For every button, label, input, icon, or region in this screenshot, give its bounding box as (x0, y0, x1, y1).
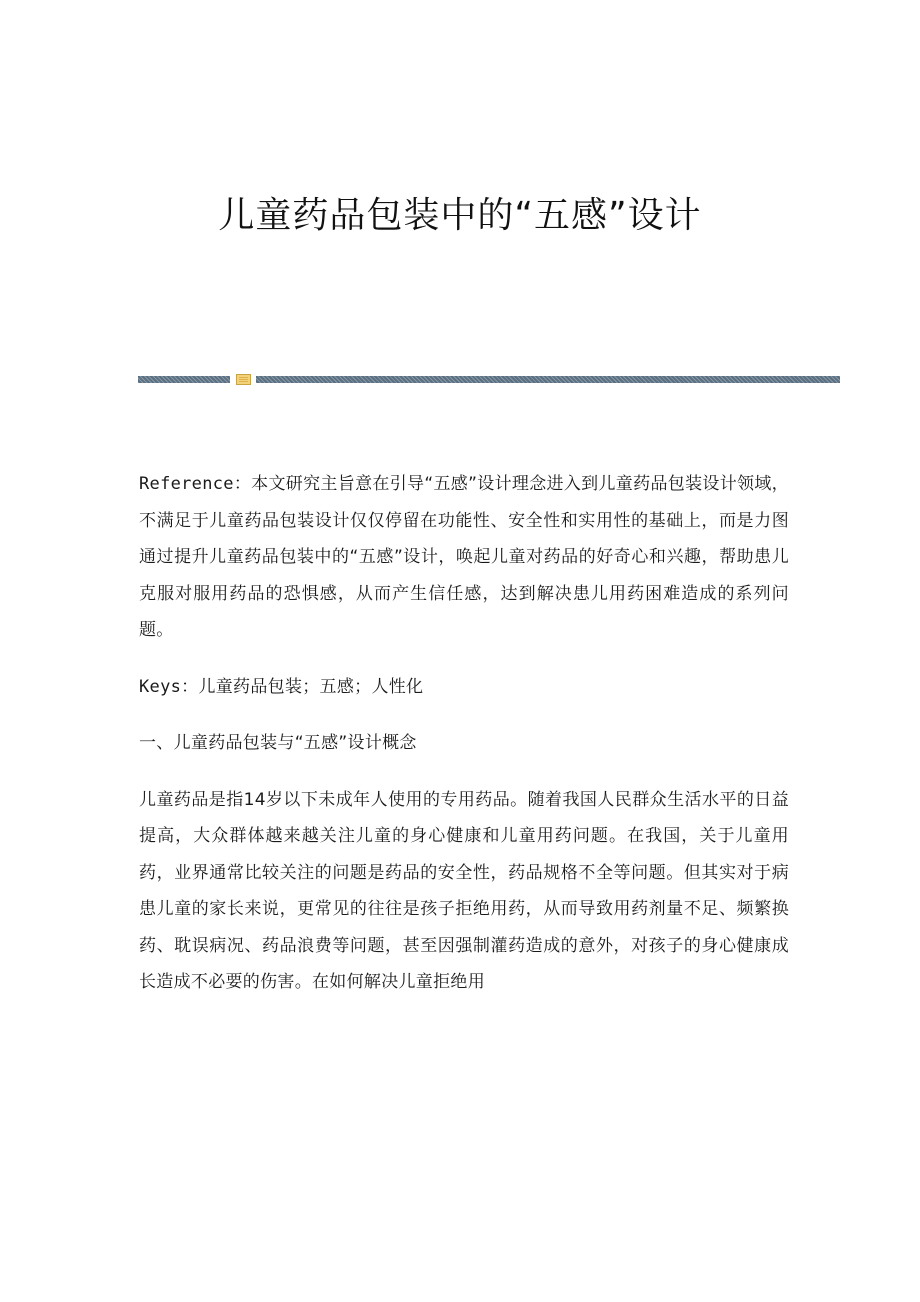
body-paragraph: 儿童药品是指14岁以下未成年人使用的专用药品。随着我国人民群众生活水平的日益提高，大众群体越来越关注儿童的身心健康和儿童用药问题。在我国，关于儿童用药，业界通常比较关注的问题是药品的安全性，药品规格不全等问题。但其实对于病患儿童的家长来说，更常见的往往是孩子拒绝用药，从而导致用药剂量不足、频繁换药、耽误病况、药品浪费等问题，甚至因强制灌药造成的意外，对孩子的身心健康成长造成不必要的伤害。在如何解决儿童拒绝用 (139, 789, 789, 992)
keys-text: 儿童药品包装；五感；人性化 (198, 676, 424, 697)
document-body (139, 466, 789, 1001)
keys-label: Keys： (139, 676, 199, 697)
divider-bar-left (138, 376, 230, 383)
reference-paragraph (139, 466, 789, 649)
section-heading: 一、儿童药品包装与“五感”设计概念 (139, 733, 417, 753)
document-title: 儿童药品包装中的“五感”设计 (218, 195, 702, 236)
keys-line (139, 669, 789, 706)
reference-text: 本文研究主旨意在引导“五感”设计理念进入到儿童药品包装设计领域，不满足于儿童药品包装设计仅仅停留在功能性、安全性和实用性的基础上，而是力图通过提升儿童药品包装中的“五感”设计，唤起儿童对药品的好奇心和兴趣，帮助患儿克服对服用药品的恐惧感，从而产生信任感，达到解决患儿用药困难造成的系列问题。 (139, 474, 789, 640)
divider-ornament-icon (236, 374, 251, 385)
reference-label: Reference： (139, 474, 252, 494)
title-divider (138, 374, 840, 385)
divider-bar-right (256, 376, 840, 383)
